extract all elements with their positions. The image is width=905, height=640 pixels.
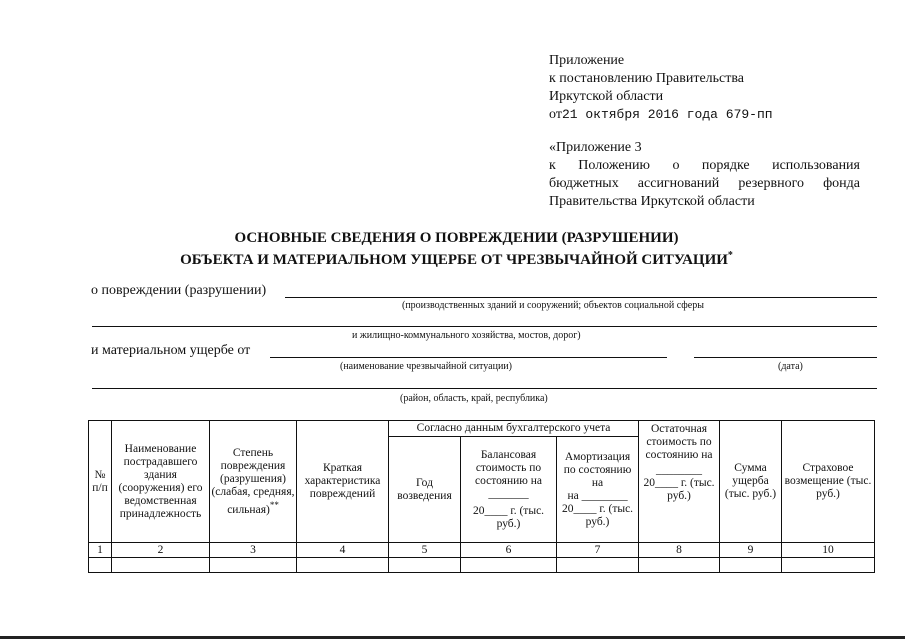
header-col-depreciation [557,437,639,543]
document-title-line-2 [0,247,905,269]
region-input-line[interactable] [92,388,877,389]
header-col-number: № п/п [89,421,112,543]
col-number-4: 4 [297,543,389,558]
region-hint: (район, область, край, республика) [400,393,548,404]
document-title-line-2-text: ОБЪЕКТА И МАТЕРИАЛЬНОМ УЩЕРБЕ ОТ ЧРЕЗВЫЧАЙНОЙ СИТУАЦИИ [180,252,728,268]
header-col-building: Наименование пострадавшего здания (сооружения) его ведомственная принадлежность [112,421,210,543]
emergency-name-input-line[interactable] [270,357,667,358]
damage-input-line-1[interactable] [285,297,877,298]
header-col-depreciation-bottom: 20____ г. (тыс. руб.) [561,502,634,528]
scan-edge [0,636,905,639]
header-col-residual-blank: ________ [656,464,703,476]
table-cell[interactable] [112,558,210,573]
approval-line-1: Приложение [549,53,625,68]
header-col-balance-blank: _______ [488,487,529,500]
col-number-10: 10 [782,543,875,558]
header-col-degree-mark: ** [269,499,279,510]
header-col-residual [639,421,720,543]
approval-date [549,106,773,123]
header-col-characteristics: Краткая характеристика повреждений [297,421,389,543]
damage-input-line-2[interactable] [92,326,877,327]
approval-date-stamp: 21 октября 2016 года 679-пп [561,107,773,122]
col-number-2: 2 [112,543,210,558]
header-col-depreciation-top: Амортизация по состоянию на [563,450,632,489]
header-col-insurance: Страховое возмещение (тыс. руб.) [782,421,875,543]
table-cell[interactable] [210,558,297,573]
title-footnote-mark: * [727,250,733,261]
table-cell[interactable] [89,558,112,573]
header-col-residual-bottom: 20____ г. (тыс. руб.) [643,477,715,502]
header-col-degree [210,421,297,543]
appendix-line-3: бюджетных ассигнований резервного фонда [549,176,860,191]
appendix-line-4: Правительства Иркутской области [549,194,755,209]
col-number-8: 8 [639,543,720,558]
damage-hint-1: (производственных зданий и сооружений; объектов социальной сферы [402,300,704,311]
table-cell[interactable] [297,558,389,573]
header-col-balance [461,437,557,543]
col-number-5: 5 [389,543,461,558]
col-number-9: 9 [720,543,782,558]
table-cell[interactable] [720,558,782,573]
col-number-6: 6 [461,543,557,558]
approval-date-prefix: от [549,107,562,122]
table-cell[interactable] [782,558,875,573]
header-col-depreciation-blank: на ________ [567,489,628,502]
damage-hint-2: и жилищно-коммунального хозяйства, мостов, дорог) [352,330,581,341]
table-cell[interactable] [389,558,461,573]
damage-table [88,420,875,573]
damage-label: о повреждении (разрушении) [91,283,267,298]
col-number-1: 1 [89,543,112,558]
header-col-year: Год возведения [389,437,461,543]
header-col-balance-top: Балансовая стоимость по состоянию на [475,448,542,487]
col-number-3: 3 [210,543,297,558]
col-number-7: 7 [557,543,639,558]
table-number-row [89,543,875,558]
table-row [89,558,875,573]
emergency-hint: (наименование чрезвычайной ситуации) [340,361,512,372]
date-input-line[interactable] [694,357,877,358]
table-cell[interactable] [461,558,557,573]
header-group-accounting: Согласно данным бухгалтерского учета [389,421,639,437]
table-cell[interactable] [557,558,639,573]
document-title-line-1: ОСНОВНЫЕ СВЕДЕНИЯ О ПОВРЕЖДЕНИИ (РАЗРУШЕНИИ) [234,230,679,246]
appendix-line-1: «Приложение 3 [549,140,642,155]
appendix-line-2: к Положению о порядке использования [549,158,860,173]
table-cell[interactable] [639,558,720,573]
header-col-damage-sum: Сумма ущерба (тыс. руб.) [720,421,782,543]
approval-line-2: к постановлению Правительства [549,71,745,86]
header-col-degree-text: Степень повреждения (разрушения) (слабая, средняя, сильная) [211,446,295,516]
header-col-residual-top: Остаточная стоимость по состоянию на [645,423,713,461]
loss-label: и материальном ущербе от [91,343,251,358]
header-col-balance-bottom: 20____ г. (тыс. руб.) [472,504,545,530]
approval-line-3: Иркутской области [549,89,664,104]
date-hint: (дата) [778,361,803,372]
